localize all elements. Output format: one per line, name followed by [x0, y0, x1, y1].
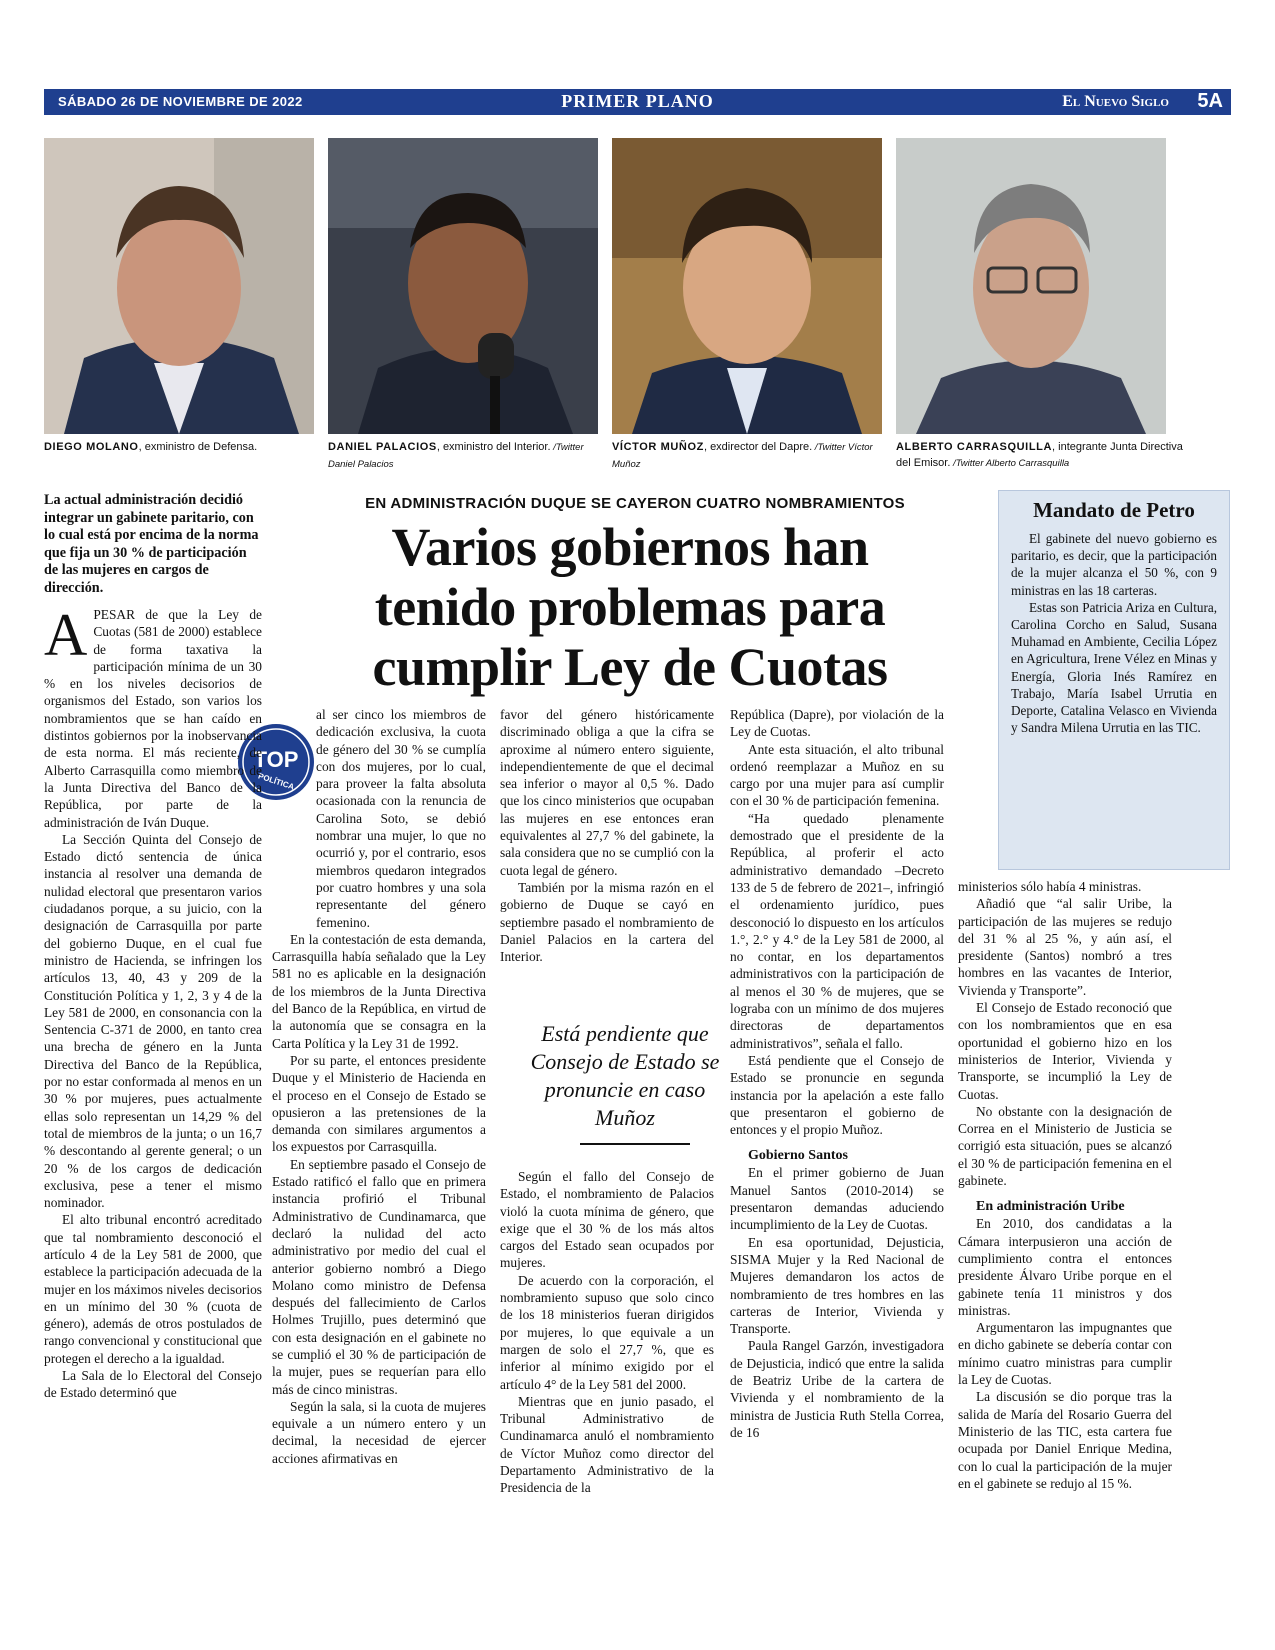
paragraph: favor del género históricamente discriminado obliga a que la cifra se aproxime al número entero siguiente, independientemente de que el decimal sea inferior o mayor al 0,5 %. Dado que los cinco ministerios que ocupaban las mujeres en ese entonces eran equivalentes al 27,7 % del gabinete, la sala considera que no se cumplió con la cuota legal de género. — [500, 707, 714, 878]
paragraph: Añadió que “al salir Uribe, la participación de las mujeres se redujo del 31 % al 25 %, y aún así, el presidente (Santos) nombró a tres hombres en las vacantes de Interior, Vivienda y Transporte”. — [958, 896, 1172, 998]
drop-cap: A — [44, 602, 88, 668]
paragraph: Por su parte, el entonces presidente Duque y el Ministerio de Hacienda en el proceso en el Consejo de Estado se opusieron a las pretensiones de la demanda con similares argumentos a los expuestos por Carrasquilla. — [272, 1052, 486, 1155]
newspaper-name: El Nuevo Siglo — [1062, 93, 1169, 110]
paragraph: El Consejo de Estado reconoció que con los nombramientos que en esa oportunidad el gobierno hizo en los ministerios de Interior, Vivienda y Transporte, se incumplió la Ley de Cuotas. — [958, 1000, 1172, 1102]
paragraph: En esa oportunidad, Dejusticia, SISMA Mujer y la Red Nacional de Mujeres demandaron los actos de nombramiento de tres hombres en las carteras de Interior, Vivienda y Transporte. — [730, 1234, 944, 1337]
article-column-5 — [958, 878, 1172, 1492]
kicker: EN ADMINISTRACIÓN DUQUE SE CAYERON CUATRO NOMBRAMIENTOS — [365, 495, 905, 512]
page-number: 5A — [1197, 90, 1223, 112]
lede: La actual administración decidió integrar un gabinete paritario, con lo cual está por encima de la norma que fija un 30 % de participación de las mujeres en cargos de dirección. — [44, 492, 259, 596]
photo-daniel-palacios — [328, 138, 598, 434]
paragraph: La Sala de lo Electoral del Consejo de Estado determinó que — [44, 1368, 262, 1401]
paragraph: De acuerdo con la corporación, el nombramiento supuso que solo cinco de los 18 ministerios fueran dirigidos por mujeres, lo que equivale a un margen de solo el 27,7 %, que es inferior al mínimo exigido por el artículo 4° de la Ley 581 del 2000. — [500, 1272, 714, 1392]
paragraph: “Ha quedado plenamente demostrado que el presidente de la República, al proferir el acto administrativo demandado –Decreto 133 de 5 de febrero de 2021–, infringió el ordenamiento jurídico, pues desconoció lo dispuesto en los artículos 1.°, 2.° y 4.° de la Ley 581 de 2000, al no contar, en los departamentos administrativos con la participación de al menos el 30 % de mujeres, que se lograba con un mínimo de dos mujeres directoras de departamentos administrativos”, señala el fallo. — [730, 810, 944, 1051]
article-column-3-bottom — [500, 1168, 714, 1497]
caption-diego-molano: DIEGO MOLANO, exministro de Defensa. — [44, 441, 258, 453]
paragraph: La discusión se dio porque tras la salida de María del Rosario Guerra del Ministerio de las TIC, esta cartera fue ocupada por Daniel Enrique Medina, con lo cual la participación de la mujer en el gabinete se redujo al 15 %. — [958, 1389, 1172, 1491]
paragraph: Mientras que en junio pasado, el Tribunal Administrativo de Cundinamarca anuló el nombramiento de Víctor Muñoz como director del Departamento Administrativo de la Presidencia de la — [500, 1393, 714, 1496]
subheading-gobierno-santos: Gobierno Santos — [748, 1148, 848, 1164]
pull-quote: Está pendiente que Consejo de Estado se pronuncie en caso Muñoz — [530, 1021, 720, 1130]
sidebar-paragraph: El gabinete del nuevo gobierno es paritario, es decir, que la participación de la mujer alcanza el 50 %, con 9 ministras en las 18 carteras. — [1011, 531, 1217, 598]
sidebar-title: Mandato de Petro — [1033, 498, 1195, 522]
paragraph: ministerios sólo había 4 ministras. — [958, 879, 1142, 894]
paragraph: En la contestación de esta demanda, Carrasquilla había señalado que la Ley 581 no es aplicable en la designación de los miembros de la Junta Directiva del Banco de la República, en virtud de la autonomía que se consagra en la Carta Política y la Ley 31 de 1992. — [272, 931, 486, 1051]
photo-alberto-carrasquilla — [896, 138, 1166, 434]
article-column-3-top — [500, 706, 714, 965]
paragraph: Según el fallo del Consejo de Estado, el nombramiento de Palacios violó la cuota mínima de género, que exige que el 30 % de los más altos cargos del Estado sean ocupados por mujeres. — [500, 1169, 714, 1271]
page-header-bar — [44, 89, 1231, 115]
paragraph: al ser cinco los miembros de dedicación exclusiva, la cuota de género del 30 % se cumplía con dos mujeres, por lo cual, para proveer la falta absoluta ocasionada con la renuncia de Carolina Soto, se debió nombrar una mujer, lo que no ocurrió y, por el contrario, esos miembros quedaron integrados por cuatro hombres y una sola representante del género femenino. — [316, 707, 486, 930]
svg-text:POLÍTICA: POLÍTICA — [257, 771, 296, 792]
paragraph: República (Dapre), por violación de la Ley de Cuotas. — [730, 707, 944, 740]
caption-alberto-carrasquilla: ALBERTO CARRASQUILLA, integrante Junta Directiva del Emisor. /Twitter Alberto Carrasquilla — [896, 441, 1183, 469]
photo-victor-munoz — [612, 138, 882, 434]
paragraph: En septiembre pasado el Consejo de Estado ratificó el fallo que en primera instancia profirió el Tribunal Administrativo de Cundinamarca, que declaró la nulidad del acto administrativo por medio del cual el anterior gobierno nombró a Diego Molano como ministro de Defensa después del fallecimiento de Carlos Holmes Trujillo, pues determinó que con esta designación en el gabinete no se cumplió el 30 % de participación de la mujer, pues se requerían para ello más de cinco ministras. — [272, 1156, 486, 1397]
subheading-administracion-uribe: En administración Uribe — [976, 1199, 1125, 1215]
paragraph: Ante esta situación, el alto tribunal ordenó reemplazar a Muñoz en su cargo por una mujer para así cumplir con el 30 % de participación femenina. — [730, 741, 944, 809]
issue-date: SÁBADO 26 DE NOVIEMBRE DE 2022 — [58, 94, 303, 109]
caption-victor-munoz: VÍCTOR MUÑOZ, exdirector del Dapre. /Twitter Víctor Muñoz — [612, 441, 873, 470]
paragraph: En 2010, dos candidatas a la Cámara interpusieron una acción de cumplimiento contra el entonces presidente Álvaro Uribe porque en el gabinete tenía 11 ministros y dos ministras. — [958, 1216, 1172, 1318]
svg-text:TOP: TOP — [253, 747, 299, 772]
headline: Varios gobiernos han tenido problemas para cumplir Ley de Cuotas — [372, 517, 888, 697]
paragraph: Paula Rangel Garzón, investigadora de Dejusticia, indicó que entre la salida de Beatriz Uribe de la cartera de Vivienda y el nombramiento de la ministra de Justicia Ruth Stella Correa, de 16 — [730, 1338, 944, 1440]
paragraph: El alto tribunal encontró acreditado que tal nombramiento desconoció el artículo 4 de la Ley 581 de 2000, que establece la participación adecuada de la mujer en los máximos niveles decisorios en un mínimo del 30 % (cuota de género), además de otros postulados de rango convencional y constitucional que protegen el derecho a la igualdad. — [44, 1212, 262, 1366]
photo-diego-molano — [44, 138, 314, 434]
paragraph: APESAR de que la Ley de Cuotas (581 de 2000) establece de forma taxativa la participación mínima de un 30 % en los niveles decisorios de organismos del Estado, son varios los nombramientos que se han caído en distintos gobiernos por la inobservancia de esta norma. El más reciente, de Alberto Carrasquilla como miembro de la Junta Directiva del Banco de la República, por parte de la administración de Iván Duque. — [44, 602, 262, 830]
article-column-1 — [44, 602, 262, 1402]
paragraph: La Sección Quinta del Consejo de Estado dictó sentencia de única instancia al resolver una demanda de nulidad electoral que presentaron varios ciudadanos porque, a su juicio, con la designación de Carrasquilla por parte del gobierno Duque, en el cual fue ministro de Hacienda, se infringen los artículos 13, 40, 43 y 209 de la Constitución Política y 1, 2, 3 y 4 de la Ley 581 de 2000, en consonancia con la Sentencia C-371 de 2000, en tanto crea una brecha de género en la Junta Directiva del Banco de la República, por no estar conformada al menos en un 30 % por mujeres, pues actualmente ellas solo representan un 14,29 % del total de miembros de la junta; o un 16,7 % descontando al gerente general; o un 20 % de los cargos de dedicación exclusiva, pese a tener el mismo nominador. — [44, 831, 262, 1211]
paragraph: En el primer gobierno de Juan Manuel Santos (2010-2014) se presentaron demandas aduciendo incumplimiento de la Ley de Cuotas. — [730, 1165, 944, 1233]
paragraph: No obstante con la designación de Correa en el Ministerio de Justicia se corrigió esta situación, pues se alcanzó el 30 % de participación femenina en el gabinete. — [958, 1103, 1172, 1189]
paragraph: Según la sala, si la cuota de mujeres equivale a un número entero y un decimal, la necesidad de ejercer acciones afirmativas en — [272, 1398, 486, 1466]
pull-quote-rule — [580, 1143, 690, 1145]
paragraph: Está pendiente que el Consejo de Estado se pronuncie en segunda instancia por la apelación a este fallo que presentaron el gobierno de entonces y el propio Muñoz. — [730, 1052, 944, 1138]
paragraph: Argumentaron las impugnantes que en dicho gabinete se debería contar con mínimo cuatro ministras para cumplir la Ley de Cuotas. — [958, 1320, 1172, 1388]
article-column-4 — [730, 706, 944, 1441]
article-column-2 — [272, 706, 486, 1467]
section-title: PRIMER PLANO — [561, 91, 714, 111]
paragraph: También por la misma razón en el gobierno de Duque se cayó en septiembre pasado el nombramiento de Daniel Palacios en la cartera del Interior. — [500, 879, 714, 965]
sidebar-mandato-petro — [998, 490, 1230, 870]
caption-daniel-palacios: DANIEL PALACIOS, exministro del Interior. /Twitter Daniel Palacios — [328, 441, 584, 470]
sidebar-paragraph: Estas son Patricia Ariza en Cultura, Carolina Corcho en Salud, Susana Muhamad en Ambiente, Cecilia López en Agricultura, Irene Vélez en Minas y Energía, Gloria Inés Ramírez en Trabajo, María Isabel Urrutia en Deporte, Catalina Velasco en Vivienda y Sandra Milena Urrutia en las TIC. — [1011, 599, 1217, 736]
